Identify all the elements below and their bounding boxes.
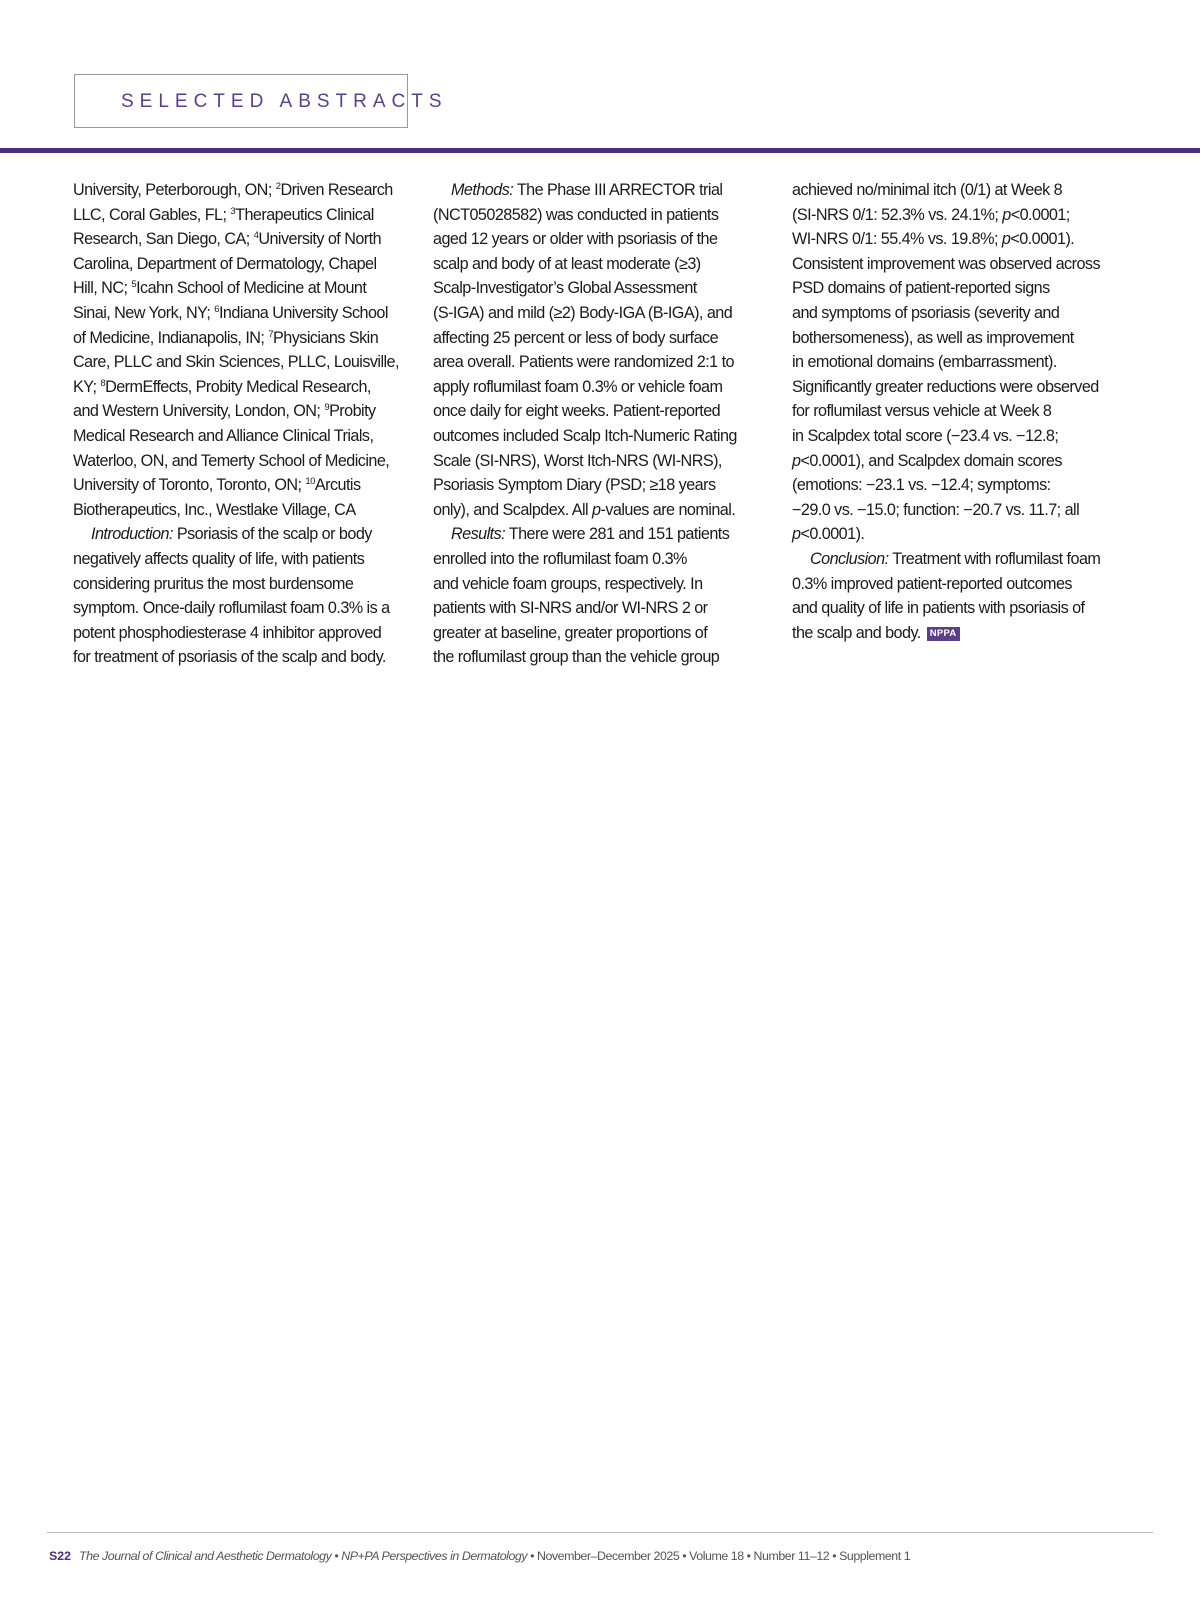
results-continued-paragraph [792,178,1130,547]
journal-title: The Journal of Clinical and Aesthetic Dermatology [79,1549,332,1563]
methods-line: (NCT05028582) was conducted in patients [433,205,719,224]
methods-line: Scale (SI-NRS), Worst Itch-NRS (WI-NRS), [433,451,722,470]
results-cont-line: p<0.0001), and Scalpdex domain scores [792,451,1062,470]
results-paragraph [433,522,771,670]
introduction-heading: Introduction: [91,525,173,544]
results-heading: Results: [451,525,506,544]
affiliation-superscript: 9 [324,402,330,414]
results-line: enrolled into the roflumilast foam 0.3% [433,549,687,568]
column-2 [433,178,771,670]
results-line: and vehicle foam groups, respectively. In [433,574,703,593]
issue-info: • November–December 2025 • Volume 18 • Number 11–12 • Supplement 1 [527,1549,911,1563]
results-cont-line: achieved no/minimal itch (0/1) at Week 8 [792,181,1063,199]
affiliation-line: Medical Research and Alliance Clinical Trials, [73,426,374,445]
methods-line: (S-IGA) and mild (≥2) Body-IGA (B-IGA), and [433,303,733,322]
methods-line: apply roflumilast foam 0.3% or vehicle foam [433,377,723,396]
methods-line: Scalp-Investigator’s Global Assessment [433,279,697,298]
nppa-badge: NPPA [927,627,960,641]
results-cont-line: for roflumilast versus vehicle at Week 8 [792,402,1052,421]
affiliation-line: LLC, Coral Gables, FL; $^3$Therapeutics Clinical [73,205,374,224]
affiliation-superscript: 6 [214,303,219,315]
results-cont-line: (emotions: −23.1 vs. −12.4; symptoms: [792,476,1051,495]
results-line: greater at baseline, greater proportions of [433,623,708,642]
column-3 [792,178,1130,645]
affiliation-superscript: 10 [305,476,315,488]
affiliation-line: Carolina, Department of Dermatology, Chapel [73,254,377,273]
affiliation-line: of Medicine, Indianapolis, IN; $^7$Physicians Skin [73,328,379,347]
methods-line: outcomes included Scalp Itch-Numeric Rating [433,426,737,445]
affiliation-line: Biotherapeutics, Inc., Westlake Village, CA [73,500,356,519]
introduction-line: for treatment of psoriasis of the scalp and body. [73,648,386,667]
affiliation-superscript: 4 [253,230,259,242]
introduction-line: considering pruritus the most burdensome [73,574,354,593]
methods-heading: Methods: [451,181,514,199]
methods-line: affecting 25 percent or less of body surface [433,328,719,347]
results-cont-line: PSD domains of patient-reported signs [792,279,1050,298]
column-1 [73,178,411,670]
section-header-box [74,74,448,128]
methods-line: once daily for eight weeks. Patient-reported [433,402,721,421]
results-cont-line: Consistent improvement was observed across [792,254,1100,273]
affiliation-superscript: 2 [275,181,281,192]
introduction-line: symptom. Once-daily roflumilast foam 0.3% is a [73,599,390,618]
conclusion-line: 0.3% improved patient-reported outcomes [792,574,1072,593]
methods-line: aged 12 years or older with psoriasis of the [433,230,718,249]
results-cont-line: bothersomeness), as well as improvement [792,328,1074,347]
conclusion-paragraph [792,547,1130,645]
conclusion-heading: Conclusion: [810,549,889,568]
section-label: SELECTED ABSTRACTS [121,91,448,112]
affiliation-superscript: 7 [268,328,274,340]
supplement-title: NP+PA Perspectives in Dermatology [341,1549,528,1563]
affiliation-line: Care, PLLC and Skin Sciences, PLLC, Louisville, [73,353,399,372]
affiliation-superscript: 8 [100,377,106,389]
methods-line-last: only), and Scalpdex. All p-values are nominal. [433,500,736,519]
methods-line: Psoriasis Symptom Diary (PSD; ≥18 years [433,476,716,495]
page-footer [49,1549,910,1563]
affiliation-superscript: 5 [131,279,137,291]
introduction-line-1: Introduction: Psoriasis of the scalp or body [91,525,372,544]
affiliation-superscript: 3 [230,205,236,217]
affiliation-line: and Western University, London, ON; $^9$Probity [73,402,376,421]
results-cont-line: (SI-NRS 0/1: 52.3% vs. 24.1%; p<0.0001; [792,205,1070,224]
affiliation-line: University, Peterborough, ON; $^2$Driven Research [73,181,393,199]
footer-rule [47,1532,1153,1533]
methods-line: area overall. Patients were randomized 2:1 to [433,353,734,372]
results-line: patients with SI-NRS and/or WI-NRS 2 or [433,599,708,618]
methods-line: scalp and body of at least moderate (≥3) [433,254,701,273]
introduction-paragraph [73,522,411,670]
footer-separator: • [331,1549,342,1563]
introduction-line: negatively affects quality of life, with patients [73,549,365,568]
results-cont-line: p<0.0001). [792,525,865,544]
results-cont-line: WI-NRS 0/1: 55.4% vs. 19.8%; p<0.0001). [792,230,1075,249]
header-rule [0,148,1200,153]
results-cont-line: Significantly greater reductions were observed [792,377,1099,396]
conclusion-line-1: Conclusion: Treatment with roflumilast foam [810,549,1101,568]
results-cont-line: in Scalpdex total score (−23.4 vs. −12.8; [792,426,1059,445]
results-cont-line: in emotional domains (embarrassment). [792,353,1057,372]
methods-paragraph [433,178,771,522]
results-line: the roflumilast group than the vehicle group [433,648,720,667]
results-line-1: Results: There were 281 and 151 patients [451,525,730,544]
affiliation-line: KY; $^8$DermEffects, Probity Medical Research, [73,377,371,396]
affiliations [73,178,411,522]
results-cont-line: −29.0 vs. −15.0; function: −20.7 vs. 11.7; all [792,500,1080,519]
results-cont-line: and symptoms of psoriasis (severity and [792,303,1060,322]
affiliation-line: Sinai, New York, NY; $^6$Indiana University School [73,303,388,322]
methods-line-1: Methods: The Phase III ARRECTOR trial [451,181,723,199]
affiliation-line: Research, San Diego, CA; $^4$University of North [73,230,382,249]
affiliation-line: University of Toronto, Toronto, ON; $^{10}$Arcutis [73,476,361,495]
conclusion-line-last: the scalp and body. NPPA [792,621,1130,646]
affiliation-line: Waterloo, ON, and Temerty School of Medicine, [73,451,390,470]
conclusion-line: and quality of life in patients with psoriasis of [792,599,1085,618]
introduction-line: potent phosphodiesterase 4 inhibitor approved [73,623,382,642]
affiliation-line: Hill, NC; $^5$Icahn School of Medicine at Mount [73,279,367,298]
page-number: S22 [49,1549,72,1563]
